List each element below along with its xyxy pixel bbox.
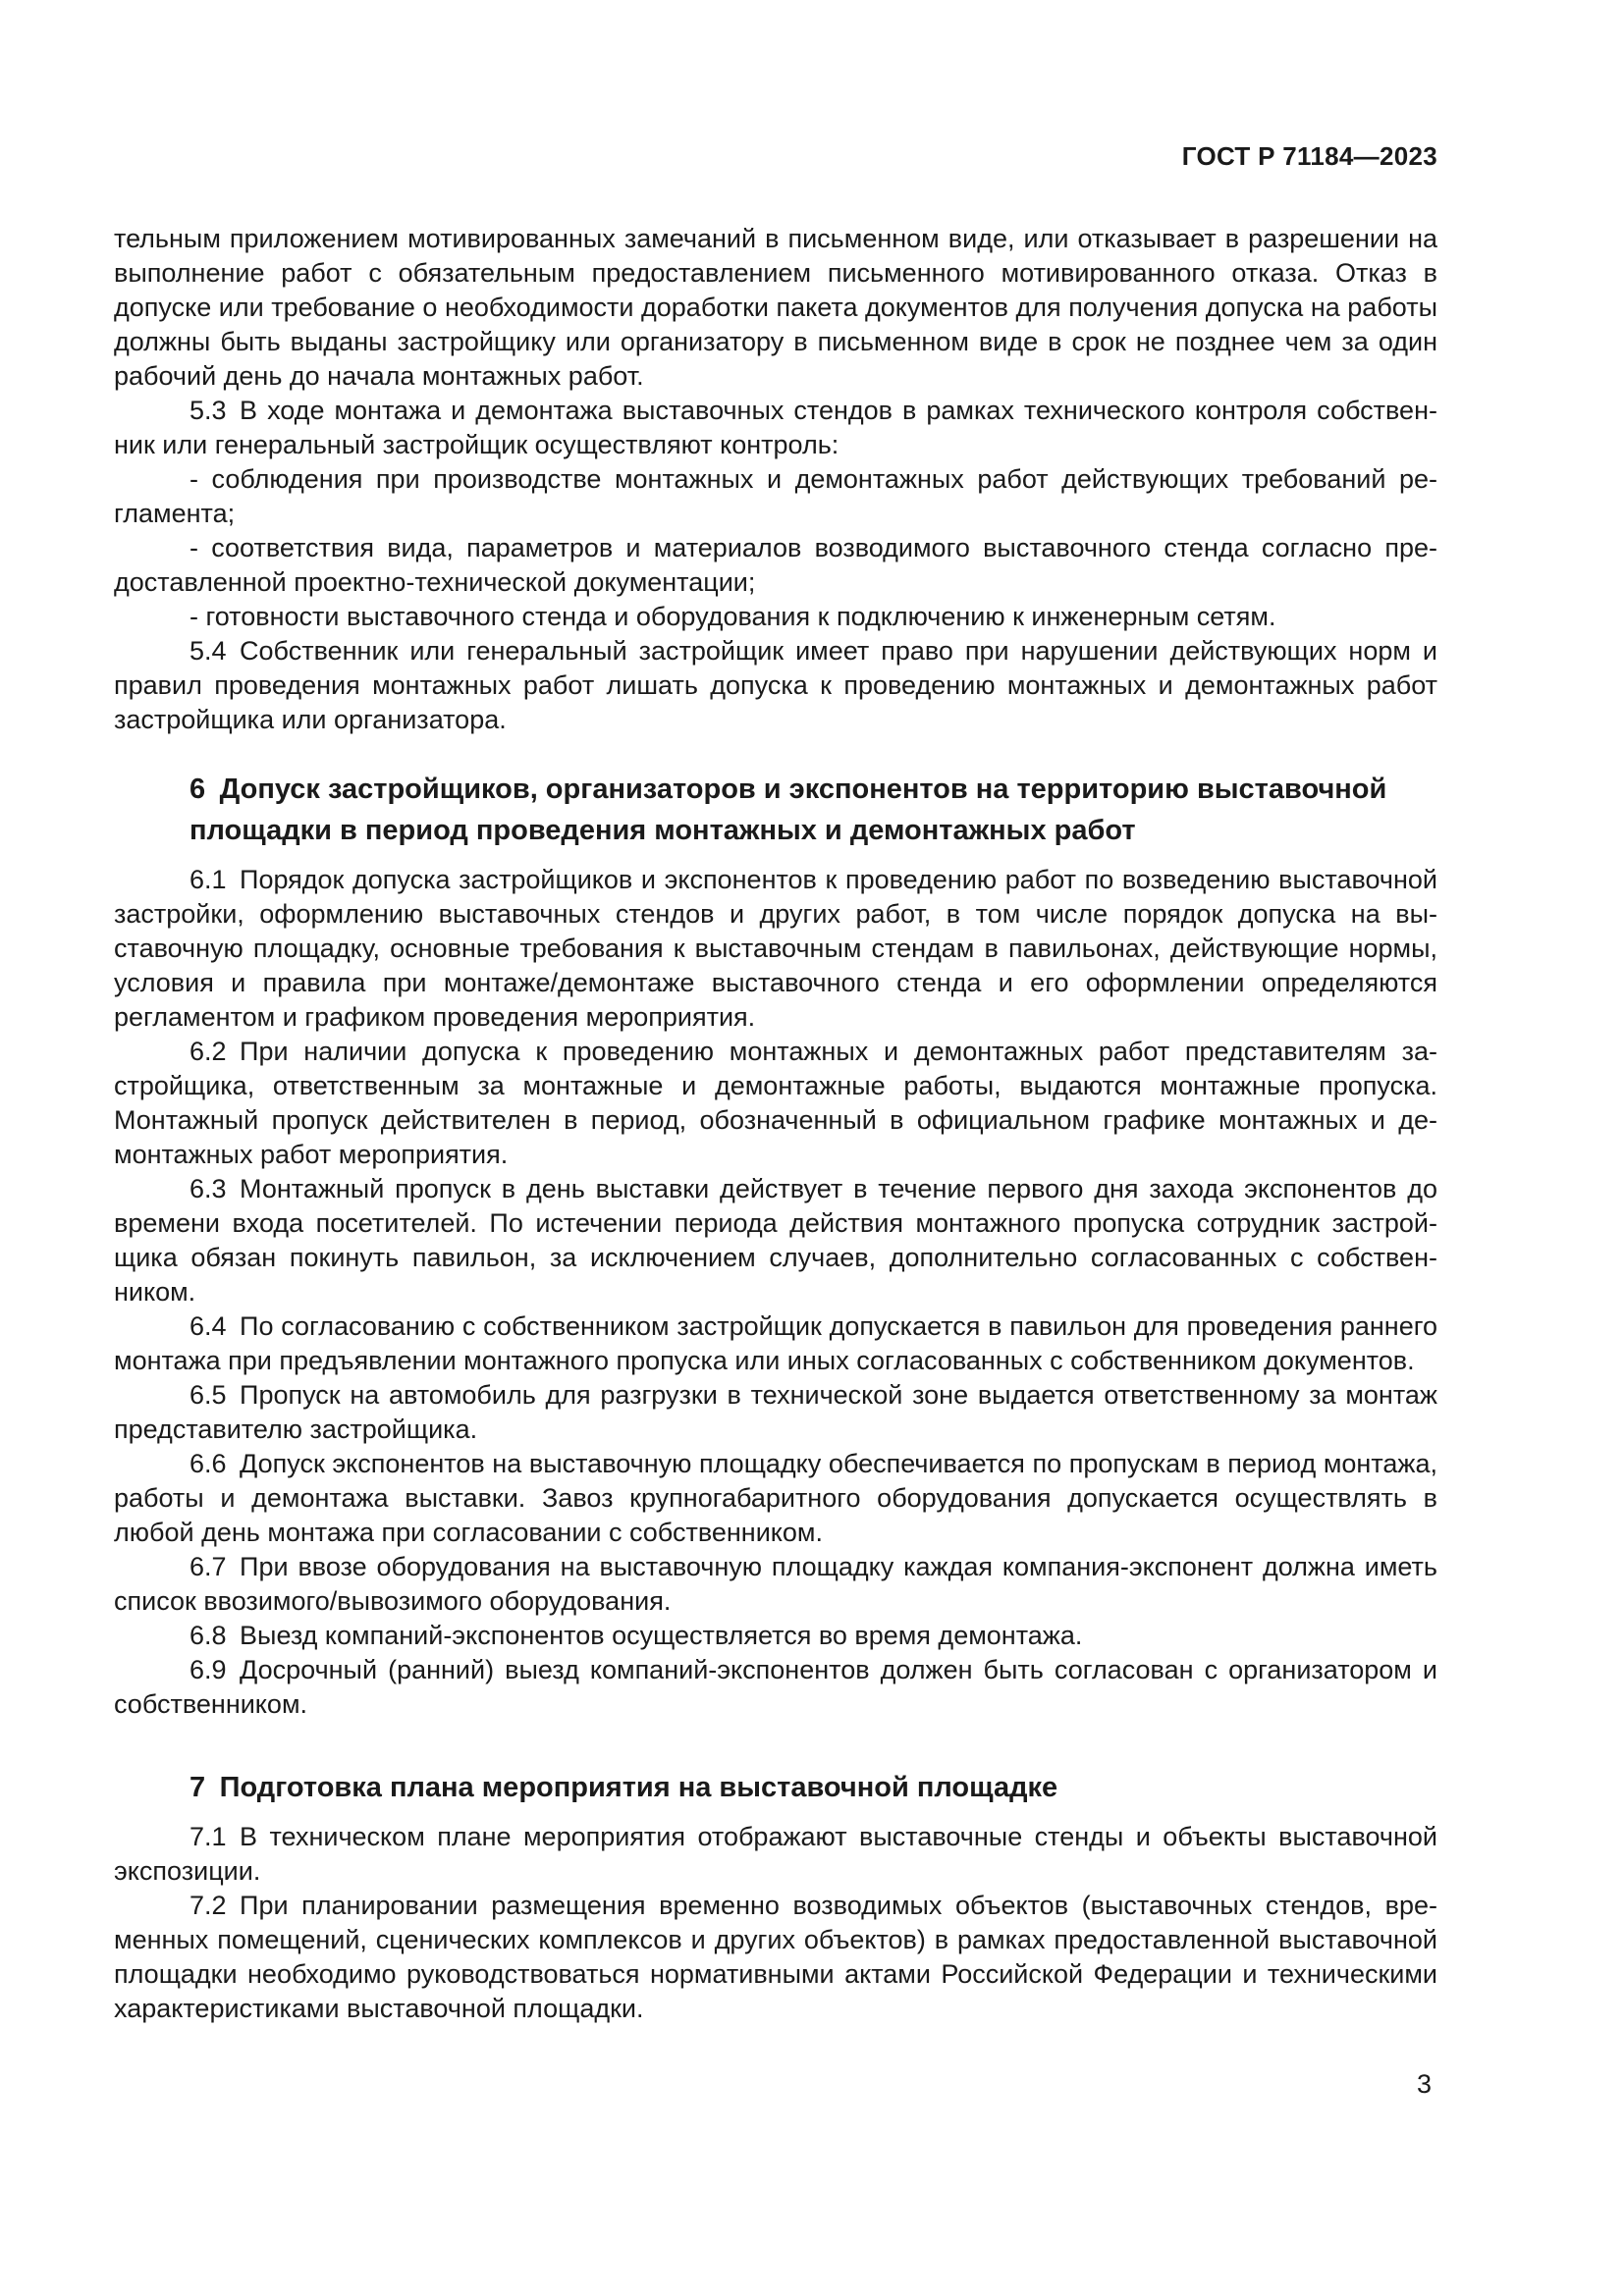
clause-6-2: 6.2 При наличии допуска к проведению монтажных и демонтажных работ представителям застройщика, ответственным за монтажные и демонтажные работы, выдаются монтажные пропуска. Монтажный пропуск действителен в период, обозначенный в официальном графике монтажных и демонтажных работ мероприятия. bbox=[114, 1037, 1437, 1169]
clause-6-3: 6.3 Монтажный пропуск в день выставки действует в течение первого дня захода экспонентов до времени входа посетителей. По истечении периода действия монтажного пропуска сотрудник застройщика обязан покинуть павильон, за исключением случаев, дополнительно согласованных с собственником. bbox=[114, 1174, 1437, 1307]
clause-5-3-item-2: - соответствия вида, параметров и материалов возводимого выставочного стенда согласно предоставленной проектно-технической документации; bbox=[114, 533, 1437, 597]
clause-5-3-item-1: - соблюдения при производстве монтажных и демонтажных работ действующих требований регламента; bbox=[114, 464, 1437, 528]
clause-7-1: 7.1 В техническом плане мероприятия отображают выставочные стенды и объекты выставочной экспозиции. bbox=[114, 1822, 1437, 1886]
clause-6-1: 6.1 Порядок допуска застройщиков и экспонентов к проведению работ по возведению выставочной застройки, оформлению выставочных стендов и других работ, в том числе порядок допуска на выставочную площадку, основные требования к выставочным стендам в павильонах, действующие нормы, условия и правила при монтаже/демонтаже выставочного стенда и его оформлении определяются регламентом и графиком проведения мероприятия. bbox=[114, 865, 1437, 1032]
clause-5-3: 5.3 В ходе монтажа и демонтажа выставочных стендов в рамках технического контроля собственник или генеральный застройщик осуществляют контроль: bbox=[114, 396, 1437, 459]
clause-6-5: 6.5 Пропуск на автомобиль для разгрузки в технической зоне выдается ответственному за монтаж представителю застройщика. bbox=[114, 1380, 1437, 1444]
paragraph-continued: тельным приложением мотивированных замечаний в письменном виде, или отказывает в разрешении на выполнение работ с обязательным предоставлением письменного мотивированного отказа. Отказ в допуске или требование о необходимости доработки пакета документов для получения допуска на работы должны быть выданы застройщику или организатору в письменном виде в срок не позднее чем за один рабочий день до начала монтажных работ. bbox=[114, 224, 1437, 391]
clause-6-9: 6.9 Досрочный (ранний) выезд компаний-экспонентов должен быть согласован с организатором и собственником. bbox=[114, 1655, 1437, 1719]
clause-6-6: 6.6 Допуск экспонентов на выставочную площадку обеспечивается по пропускам в период монтажа, работы и демонтажа выставки. Завоз крупногабаритного оборудования допускается осуществлять в любой день монтажа при согласовании с собственником. bbox=[114, 1449, 1437, 1547]
clause-5-3-item-3: - готовности выставочного стенда и оборудования к подключению к инженерным сетям. bbox=[189, 602, 1276, 631]
section-6-heading: 6 Допуск застройщиков, организаторов и экспонентов на территорию выставочной площадки в период проведения монтажных и демонтажных работ bbox=[189, 774, 1387, 846]
running-header-standard-code: ГОСТ Р 71184—2023 bbox=[1181, 141, 1437, 171]
clause-5-4: 5.4 Собственник или генеральный застройщик имеет право при нарушении действующих норм и правил проведения монтажных работ лишать допуска к проведению монтажных и демонтажных работ застройщика или организатора. bbox=[114, 636, 1437, 734]
clause-6-7: 6.7 При ввозе оборудования на выставочную площадку каждая компания-экспонент должна иметь список ввозимого/вывозимого оборудования. bbox=[114, 1552, 1437, 1616]
clause-6-8: 6.8 Выезд компаний-экспонентов осуществляется во время демонтажа. bbox=[189, 1621, 1083, 1650]
clause-6-4: 6.4 По согласованию с собственником застройщик допускается в павильон для проведения раннего монтажа при предъявлении монтажного пропуска или иных согласованных с собственником документов. bbox=[114, 1311, 1437, 1375]
clause-7-2: 7.2 При планировании размещения временно возводимых объектов (выставочных стендов, временных помещений, сценических комплексов и других объектов) в рамках предоставленной выставочной площадки необходимо руководствоваться нормативными актами Российской Федерации и техническими характеристиками выставочной площадки. bbox=[114, 1891, 1437, 2023]
text-column bbox=[114, 0, 1437, 2026]
document-content bbox=[114, 222, 1437, 2026]
page-number: 3 bbox=[1416, 2069, 1432, 2099]
section-7-heading: 7 Подготовка плана мероприятия на выставочной площадке bbox=[189, 1772, 1058, 1803]
